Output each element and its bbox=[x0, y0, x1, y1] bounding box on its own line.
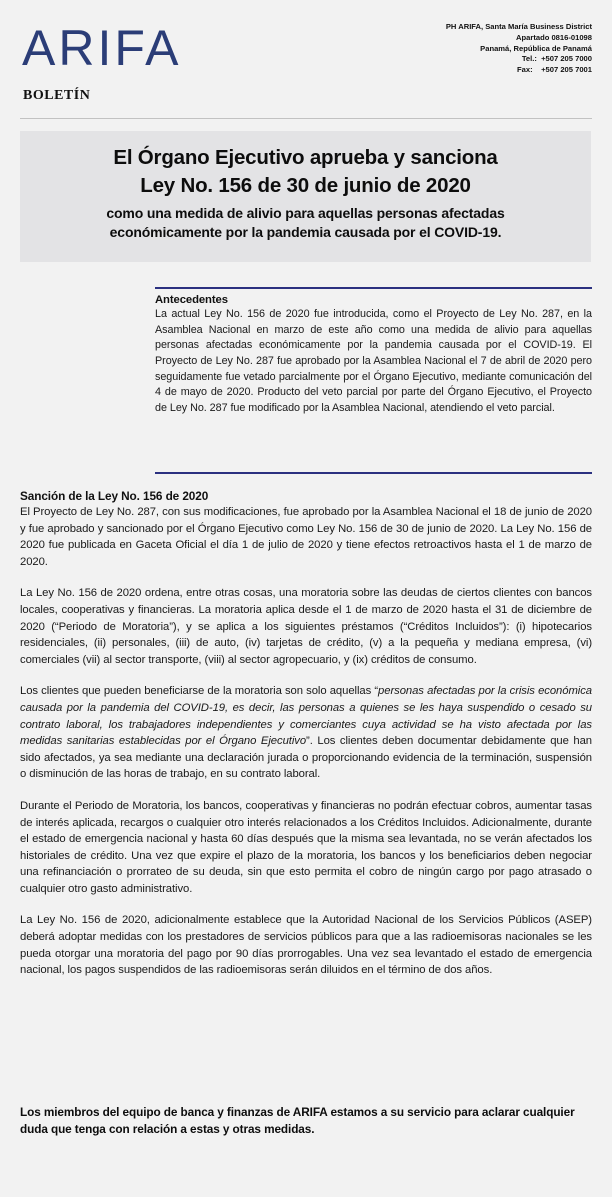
antecedentes-bottom-rule bbox=[155, 472, 592, 474]
header-divider bbox=[20, 118, 592, 119]
sancion-p3-lead: Los clientes que pueden beneficiarse de la moratoria son solo aquellas “ bbox=[20, 685, 379, 698]
closing-note: Los miembros del equipo de banca y finanzas de ARIFA estamos a su servicio para aclarar cualquier duda que tenga con relación a estas y otras medidas. bbox=[20, 1105, 575, 1136]
antecedentes-section bbox=[155, 294, 592, 416]
contact-tel-line: Tel.: +507 205 7000 bbox=[521, 54, 592, 64]
contact-country-line: Panamá, República de Panamá bbox=[480, 43, 592, 53]
page-title-line-2: Ley No. 156 de 30 de junio de 2020 bbox=[140, 174, 471, 198]
sancion-heading: Sanción de la Ley No. 156 de 2020 bbox=[20, 489, 209, 503]
contact-po-box-line: Apartado 0816-01098 bbox=[516, 32, 592, 42]
arifa-logo: ARIFA bbox=[22, 20, 182, 76]
document-kind-label: BOLETÍN bbox=[23, 88, 91, 103]
document-header bbox=[0, 0, 612, 118]
page-subtitle-line-2: económicamente por la pandemia causada por el COVID-19. bbox=[109, 224, 502, 241]
sancion-paragraph-4: Durante el Periodo de Moratoria, los bancos, cooperativas y financieras no podrán efectuar cobros, aumentar tasas de interés aplicada, recargos o cualquier otro interés relacionados a los Créditos Incluidos. Adicionalmente, durante el estado de emergencia nacional y hasta 60 días después que la misma sea levantada, no se verán afectados los historiales de crédito. Una vez que expire el plazo de la moratoria, los bancos y los beneficiarios deben negociar una refinanciación o prorrateo de su deuda, sin que esto permita el cobro de ningún cargo por pago atrasado o cualquier otro gasto administrativo. bbox=[20, 799, 592, 895]
contact-fax-line: Fax: +507 205 7001 bbox=[517, 65, 592, 75]
sancion-p3-quote: personas afectadas por la crisis económica causada por la pandemia del COVID-19, es decir, las personas a quienes se les haya suspendido o cesado su contrato laboral, los trabajadores independientes y comerciantes cuya actividad se ha visto afectada por las medidas sanitarias establecidas por el Órgano Ejecutivo bbox=[20, 685, 592, 748]
title-banner bbox=[20, 131, 591, 262]
sancion-section bbox=[20, 489, 592, 994]
contact-address-line: PH ARIFA, Santa María Business District bbox=[445, 22, 592, 31]
sancion-paragraph-3 bbox=[20, 683, 592, 783]
sancion-paragraph-5: La Ley No. 156 de 2020, adicionalmente establece que la Autoridad Nacional de los Servicios Públicos (ASEP) deberá adoptar medidas con los prestadores de servicios públicos para que a las radioemisoras nacionales se les pueda otorgar una moratoria del pago por 90 días prorrogables. Una vez sea levantado el estado de emergencia nacional, los pagos suspendidos de las radioemisoras serán diluidos en el término de dos años. bbox=[20, 914, 592, 977]
contact-block bbox=[446, 22, 592, 76]
sancion-paragraph-1: El Proyecto de Ley No. 287, con sus modificaciones, fue aprobado por la Asamblea Nacional el 18 de junio de 2020 y fue aprobado y sancionado por el Órgano Ejecutivo como Ley No. 156 de 30 de junio de 2020. La Ley No. 156 de 2020 fue publicada en Gaceta Oficial el día 1 de julio de 2020 y tiene efectos retroactivos hasta el 1 de marzo de 2020. bbox=[20, 506, 592, 568]
page-title-line-1: El Órgano Ejecutivo aprueba y sanciona bbox=[113, 146, 498, 169]
sancion-p3-tail: ”. Los clientes deben documentar debidamente que han sido afectados, ya sea mediante una declaración jurada o proporcionando evidencia de la terminación, suspensión o disminución de las horas de trabajo, en su contrato laboral. bbox=[20, 735, 592, 781]
antecedentes-top-rule bbox=[155, 287, 592, 289]
sancion-paragraph-2: La Ley No. 156 de 2020 ordena, entre otras cosas, una moratoria sobre las deudas de ciertos clientes con bancos locales, cooperativas y financieras. La moratoria aplica desde el 1 de marzo de 2020 hasta el 31 de diciembre de 2020 (“Periodo de Moratoria”), y se aplica a los siguientes préstamos (“Créditos Incluidos”): (i) hipotecarios residenciales, (ii) personales, (iii) de auto, (iv) tarjetas de crédito, (v) a la pequeña y mediana empresa, (vi) comerciales (vii) al sector transporte, (viii) al sector agropecuario, y (ix) créditos de consumo. bbox=[20, 587, 592, 666]
antecedentes-paragraph: La actual Ley No. 156 de 2020 fue introducida, como el Proyecto de Ley No. 287, en la Asamblea Nacional en marzo de este año como una medida de alivio para aquellas personas afectadas económicamente por la pandemia causada por el COVID-19. El Proyecto de Ley No. 287 fue aprobado por la Asamblea Nacional el 7 de abril de 2020 pero seguidamente fue vetado parcialmente por el Órgano Ejecutivo, mediante comunicación del 4 de mayo de 2020. Producto del veto parcial por parte del Órgano Ejecutivo, el Proyecto de Ley No. 287 fue modificado por la Asamblea Nacional, atendiendo el veto parcial. bbox=[155, 308, 592, 414]
page-subtitle-line-1: como una medida de alivio para aquellas personas afectadas bbox=[106, 204, 505, 221]
antecedentes-heading: Antecedentes bbox=[155, 294, 228, 306]
